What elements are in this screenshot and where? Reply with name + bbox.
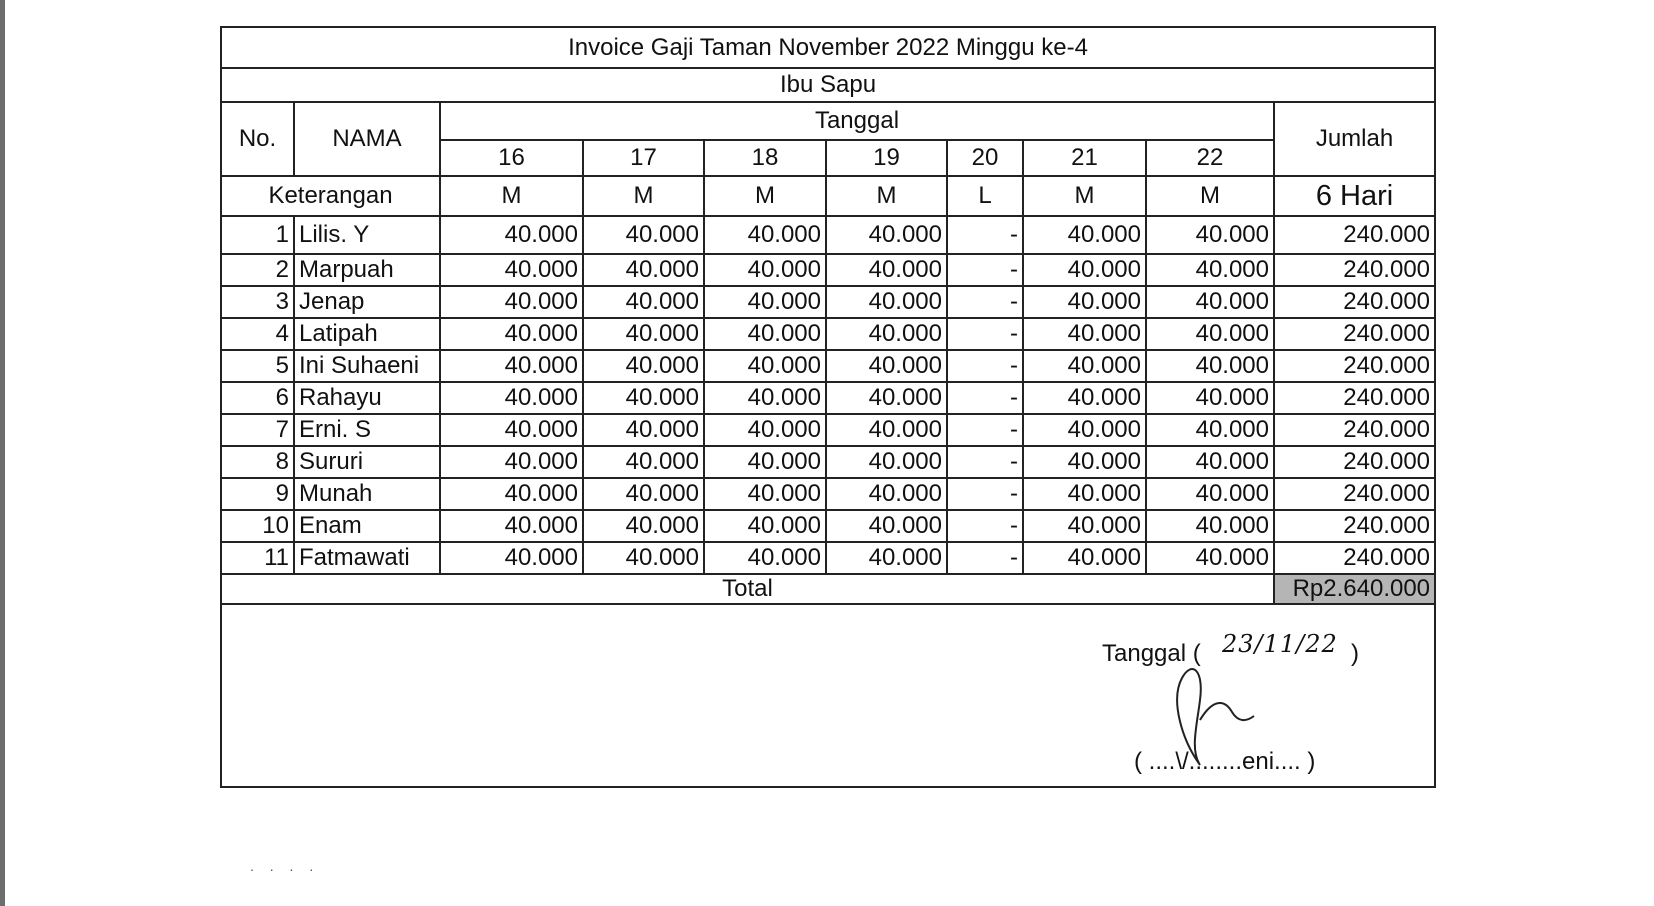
row-total: 240.000	[1274, 216, 1434, 254]
table-row	[222, 414, 1434, 446]
daily-wage: 40.000	[826, 318, 947, 350]
employee-name: Enam	[294, 510, 440, 542]
header-no: No.	[222, 102, 294, 176]
daily-wage: 40.000	[583, 254, 704, 286]
row-number: 11	[222, 542, 294, 574]
day-status: M	[704, 176, 826, 216]
table-row	[222, 286, 1434, 318]
daily-wage: -	[947, 286, 1023, 318]
handwritten-date: 23/11/22	[1222, 630, 1338, 658]
daily-wage: 40.000	[1023, 350, 1146, 382]
daily-wage: 40.000	[1146, 318, 1274, 350]
daily-wage: 40.000	[826, 216, 947, 254]
row-total: 240.000	[1274, 318, 1434, 350]
day-header: 19	[826, 140, 947, 176]
invoice-subtitle: Ibu Sapu	[222, 68, 1434, 102]
employee-name: Latipah	[294, 318, 440, 350]
daily-wage: 40.000	[1023, 414, 1146, 446]
table-row	[222, 446, 1434, 478]
daily-wage: -	[947, 446, 1023, 478]
table-row	[222, 382, 1434, 414]
row-total: 240.000	[1274, 254, 1434, 286]
day-header: 22	[1146, 140, 1274, 176]
daily-wage: 40.000	[1023, 446, 1146, 478]
daily-wage: 40.000	[704, 510, 826, 542]
daily-wage: 40.000	[1146, 414, 1274, 446]
row-number: 1	[222, 216, 294, 254]
row-total: 240.000	[1274, 510, 1434, 542]
daily-wage: 40.000	[704, 318, 826, 350]
header-jumlah: Jumlah	[1274, 102, 1434, 176]
daily-wage: 40.000	[704, 542, 826, 574]
daily-wage: 40.000	[704, 382, 826, 414]
invoice-table	[222, 28, 1434, 605]
daily-wage: 40.000	[704, 286, 826, 318]
date-label: Tanggal (	[1102, 640, 1201, 667]
daily-wage: -	[947, 216, 1023, 254]
table-row	[222, 216, 1434, 254]
table-row	[222, 478, 1434, 510]
daily-wage: 40.000	[826, 286, 947, 318]
table-row	[222, 350, 1434, 382]
row-number: 9	[222, 478, 294, 510]
row-number: 8	[222, 446, 294, 478]
row-total: 240.000	[1274, 478, 1434, 510]
daily-wage: 40.000	[1146, 254, 1274, 286]
row-total: 240.000	[1274, 446, 1434, 478]
day-status: M	[583, 176, 704, 216]
row-number: 2	[222, 254, 294, 286]
daily-wage: 40.000	[704, 478, 826, 510]
daily-wage: 40.000	[583, 318, 704, 350]
daily-wage: 40.000	[1146, 542, 1274, 574]
daily-wage: 40.000	[583, 286, 704, 318]
scan-edge-shadow	[0, 0, 5, 906]
daily-wage: 40.000	[440, 350, 583, 382]
invoice-title: Invoice Gaji Taman November 2022 Minggu ke-4	[222, 28, 1434, 68]
daily-wage: 40.000	[583, 510, 704, 542]
daily-wage: 40.000	[826, 414, 947, 446]
day-status: L	[947, 176, 1023, 216]
total-row	[222, 574, 1434, 604]
row-total: 240.000	[1274, 414, 1434, 446]
daily-wage: 40.000	[440, 382, 583, 414]
daily-wage: -	[947, 542, 1023, 574]
daily-wage: -	[947, 414, 1023, 446]
grand-total: Rp2.640.000	[1274, 574, 1434, 604]
daily-wage: 40.000	[440, 542, 583, 574]
daily-wage: 40.000	[1023, 478, 1146, 510]
day-status: M	[440, 176, 583, 216]
daily-wage: 40.000	[826, 446, 947, 478]
daily-wage: 40.000	[704, 216, 826, 254]
daily-wage: 40.000	[440, 254, 583, 286]
day-status: M	[1023, 176, 1146, 216]
daily-wage: 40.000	[1023, 318, 1146, 350]
daily-wage: 40.000	[440, 414, 583, 446]
employee-name: Fatmawati	[294, 542, 440, 574]
row-number: 5	[222, 350, 294, 382]
total-label: Total	[222, 574, 1274, 604]
daily-wage: 40.000	[1146, 446, 1274, 478]
row-number: 3	[222, 286, 294, 318]
signature-name-line: ( ....\/........eni.... )	[1134, 748, 1316, 775]
daily-wage: -	[947, 254, 1023, 286]
daily-wage: 40.000	[1023, 382, 1146, 414]
daily-wage: 40.000	[704, 446, 826, 478]
daily-wage: 40.000	[826, 382, 947, 414]
table-row	[222, 254, 1434, 286]
daily-wage: 40.000	[583, 478, 704, 510]
daily-wage: 40.000	[1023, 254, 1146, 286]
row-total: 240.000	[1274, 350, 1434, 382]
day-status: M	[826, 176, 947, 216]
signature-area	[222, 608, 1434, 786]
daily-wage: 40.000	[440, 286, 583, 318]
daily-wage: 40.000	[1023, 542, 1146, 574]
daily-wage: 40.000	[826, 510, 947, 542]
daily-wage: 40.000	[826, 350, 947, 382]
daily-wage: -	[947, 510, 1023, 542]
row-total: 240.000	[1274, 542, 1434, 574]
daily-wage: 40.000	[583, 446, 704, 478]
row-total: 240.000	[1274, 382, 1434, 414]
day-header: 17	[583, 140, 704, 176]
daily-wage: -	[947, 318, 1023, 350]
employee-name: Jenap	[294, 286, 440, 318]
daily-wage: 40.000	[1146, 350, 1274, 382]
daily-wage: 40.000	[583, 382, 704, 414]
employee-name: Erni. S	[294, 414, 440, 446]
daily-wage: 40.000	[1146, 382, 1274, 414]
total-days: 6 Hari	[1274, 176, 1434, 216]
daily-wage: 40.000	[704, 254, 826, 286]
daily-wage: 40.000	[440, 510, 583, 542]
row-total: 240.000	[1274, 286, 1434, 318]
daily-wage: 40.000	[826, 542, 947, 574]
daily-wage: 40.000	[440, 446, 583, 478]
daily-wage: 40.000	[1146, 510, 1274, 542]
table-row	[222, 542, 1434, 574]
daily-wage: -	[947, 478, 1023, 510]
header-tanggal: Tanggal	[440, 102, 1274, 140]
employee-name: Ini Suhaeni	[294, 350, 440, 382]
daily-wage: 40.000	[704, 414, 826, 446]
daily-wage: 40.000	[704, 350, 826, 382]
employee-name: Marpuah	[294, 254, 440, 286]
date-close-paren: )	[1351, 640, 1359, 667]
day-header: 21	[1023, 140, 1146, 176]
row-number: 4	[222, 318, 294, 350]
daily-wage: 40.000	[1023, 510, 1146, 542]
daily-wage: 40.000	[826, 254, 947, 286]
invoice-sheet	[220, 26, 1436, 788]
employee-name: Rahayu	[294, 382, 440, 414]
daily-wage: 40.000	[440, 478, 583, 510]
row-number: 6	[222, 382, 294, 414]
header-keterangan: Keterangan	[222, 176, 440, 216]
daily-wage: 40.000	[1146, 286, 1274, 318]
daily-wage: 40.000	[583, 216, 704, 254]
daily-wage: 40.000	[440, 216, 583, 254]
daily-wage: 40.000	[440, 318, 583, 350]
table-row	[222, 318, 1434, 350]
day-header: 18	[704, 140, 826, 176]
daily-wage: 40.000	[583, 542, 704, 574]
daily-wage: -	[947, 350, 1023, 382]
daily-wage: 40.000	[1023, 286, 1146, 318]
employee-name: Sururi	[294, 446, 440, 478]
daily-wage: 40.000	[826, 478, 947, 510]
header-nama: NAMA	[294, 102, 440, 176]
row-number: 10	[222, 510, 294, 542]
daily-wage: 40.000	[583, 414, 704, 446]
day-status: M	[1146, 176, 1274, 216]
employee-name: Lilis. Y	[294, 216, 440, 254]
row-number: 7	[222, 414, 294, 446]
daily-wage: -	[947, 382, 1023, 414]
scan-artifact-dots: . . . .	[250, 858, 320, 874]
day-header: 20	[947, 140, 1023, 176]
day-header: 16	[440, 140, 583, 176]
daily-wage: 40.000	[1146, 216, 1274, 254]
daily-wage: 40.000	[1146, 478, 1274, 510]
daily-wage: 40.000	[583, 350, 704, 382]
table-row	[222, 510, 1434, 542]
daily-wage: 40.000	[1023, 216, 1146, 254]
employee-name: Munah	[294, 478, 440, 510]
